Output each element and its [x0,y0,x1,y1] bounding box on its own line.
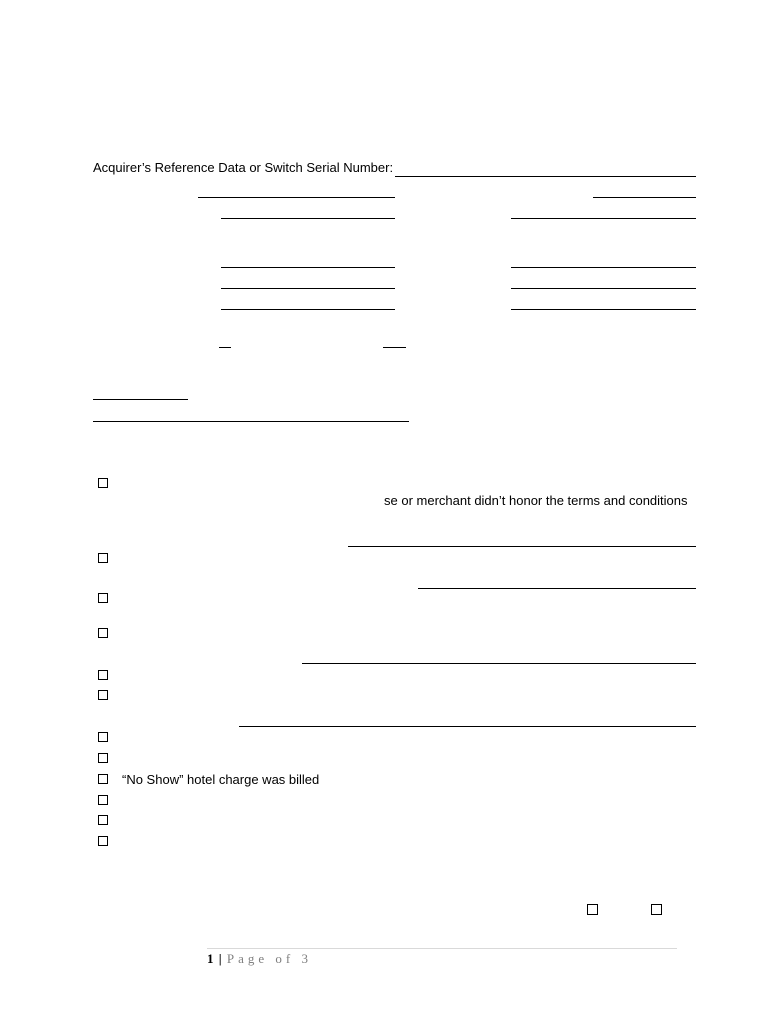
field-line-5-right[interactable] [511,309,696,310]
short-field-line-2[interactable] [383,347,406,348]
section-heading-underline [93,399,188,400]
reason-detail-line-1[interactable] [348,546,696,547]
reason-checkbox-4[interactable] [98,628,108,638]
reason-text-1: se or merchant didn’t honor the terms and conditions [384,493,688,508]
footer-rule [207,948,677,949]
page-separator: | [218,951,222,966]
field-line-2-right[interactable] [511,218,696,219]
reason-checkbox-10[interactable] [98,795,108,805]
field-line-1-right[interactable] [593,197,696,198]
field-line-4-left[interactable] [221,288,395,289]
reason-checkbox-6[interactable] [98,690,108,700]
field-line-5-left[interactable] [221,309,395,310]
reason-checkbox-1[interactable] [98,478,108,488]
reason-detail-line-6[interactable] [239,726,696,727]
reason-checkbox-12[interactable] [98,836,108,846]
reason-checkbox-5[interactable] [98,670,108,680]
no-show-label: “No Show” hotel charge was billed [122,772,320,787]
section-subheading-underline [93,421,409,422]
option-checkbox-yes[interactable] [587,904,598,915]
reason-checkbox-no-show[interactable] [98,774,108,784]
page-label: Page of 3 [226,951,312,966]
page-number: 1 [207,951,214,966]
arn-input-line[interactable] [395,176,696,177]
field-line-3-right[interactable] [511,267,696,268]
field-line-1-left[interactable] [198,197,395,198]
short-field-line-1[interactable] [219,347,231,348]
reason-checkbox-3[interactable] [98,593,108,603]
field-line-3-left[interactable] [221,267,395,268]
reason-checkbox-7[interactable] [98,732,108,742]
reason-detail-line-2[interactable] [418,588,696,589]
reason-checkbox-2[interactable] [98,553,108,563]
reason-detail-line-4[interactable] [302,663,696,664]
reason-checkbox-11[interactable] [98,815,108,825]
page-footer [207,951,312,967]
field-line-4-right[interactable] [511,288,696,289]
field-line-2-left[interactable] [221,218,395,219]
reason-checkbox-8[interactable] [98,753,108,763]
arn-label: Acquirer’s Reference Data or Switch Serial Number: [93,160,394,175]
option-checkbox-no[interactable] [651,904,662,915]
